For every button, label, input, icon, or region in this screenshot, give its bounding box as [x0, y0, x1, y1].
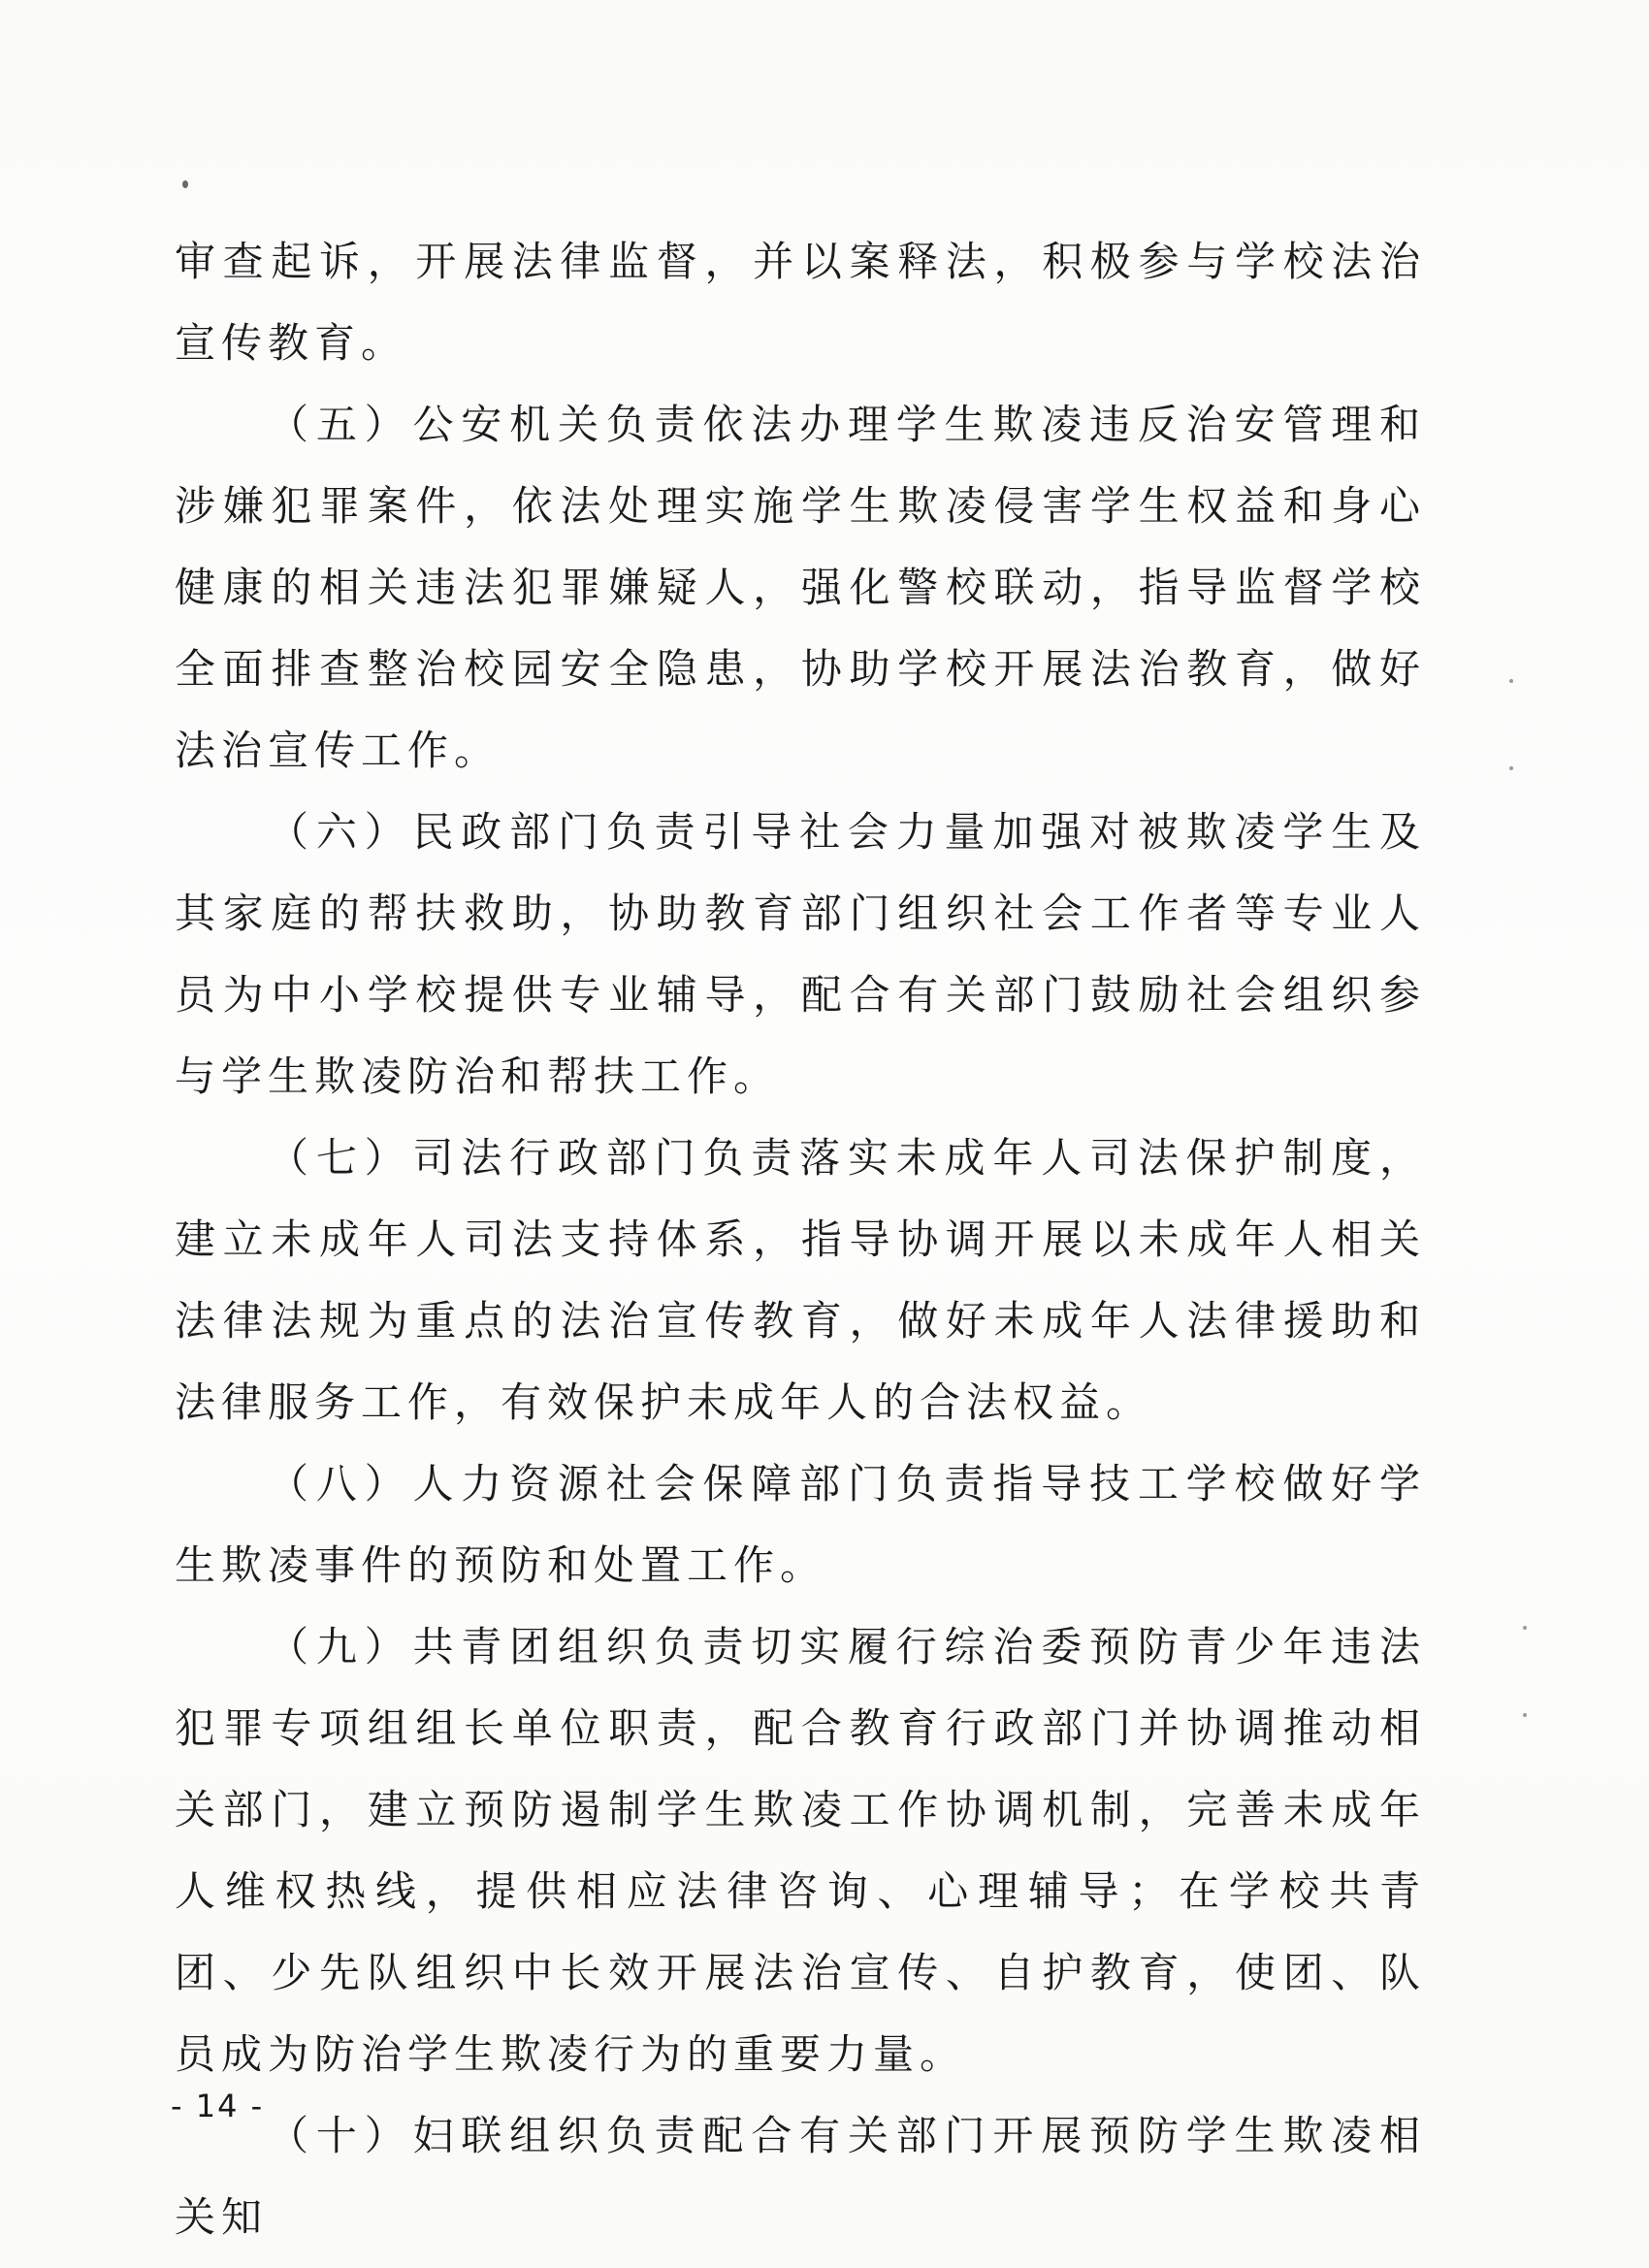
- paragraph-item-5: （五）公安机关负责依法办理学生欺凌违反治安管理和涉嫌犯罪案件，依法处理实施学生欺凌侵害学生权益和身心健康的相关违法犯罪嫌疑人，强化警校联动，指导监督学校全面排查整治校园安全隐患，协助学校开展法治教育，做好法治宣传工作。: [175, 401, 1426, 774]
- paragraph-item-8: （八）人力资源社会保障部门负责指导技工学校做好学生欺凌事件的预防和处置工作。: [175, 1460, 1426, 1589]
- scan-speck: [1523, 1626, 1527, 1630]
- paragraph-continued: 审查起诉，开展法律监督，并以案释法，积极参与学校法治宣传教育。: [175, 238, 1426, 367]
- scan-speck: [182, 180, 188, 188]
- paragraph-item-6: （六）民政部门负责引导社会力量加强对被欺凌学生及其家庭的帮扶救助，协助教育部门组织社会工作者等专业人员为中小学校提供专业辅导，配合有关部门鼓励社会组织参与学生欺凌防治和帮扶工作。: [175, 808, 1426, 1100]
- scan-speck: [1509, 679, 1513, 683]
- page-number: - 14 -: [171, 2088, 265, 2124]
- paragraph-item-9: （九）共青团组织负责切实履行综治委预防青少年违法犯罪专项组组长单位职责，配合教育行政部门并协调推动相关部门，建立预防遏制学生欺凌工作协调机制，完善未成年人维权热线，提供相应法律咨询、心理辅导；在学校共青团、少先队组织中长效开展法治宣传、自护教育，使团、队员成为防治学生欺凌行为的重要力量。: [175, 1623, 1426, 2078]
- scan-speck: [1523, 1713, 1527, 1717]
- document-body: [175, 221, 1426, 2258]
- paragraph-item-7: （七）司法行政部门负责落实未成年人司法保护制度，建立未成年人司法支持体系，指导协调开展以未成年人相关法律法规为重点的法治宣传教育，做好未成年人法律援助和法律服务工作，有效保护未成年人的合法权益。: [175, 1134, 1426, 1426]
- scan-speck: [1509, 766, 1513, 770]
- paragraph-item-10: （十）妇联组织负责配合有关部门开展预防学生欺凌相关知: [175, 2112, 1426, 2241]
